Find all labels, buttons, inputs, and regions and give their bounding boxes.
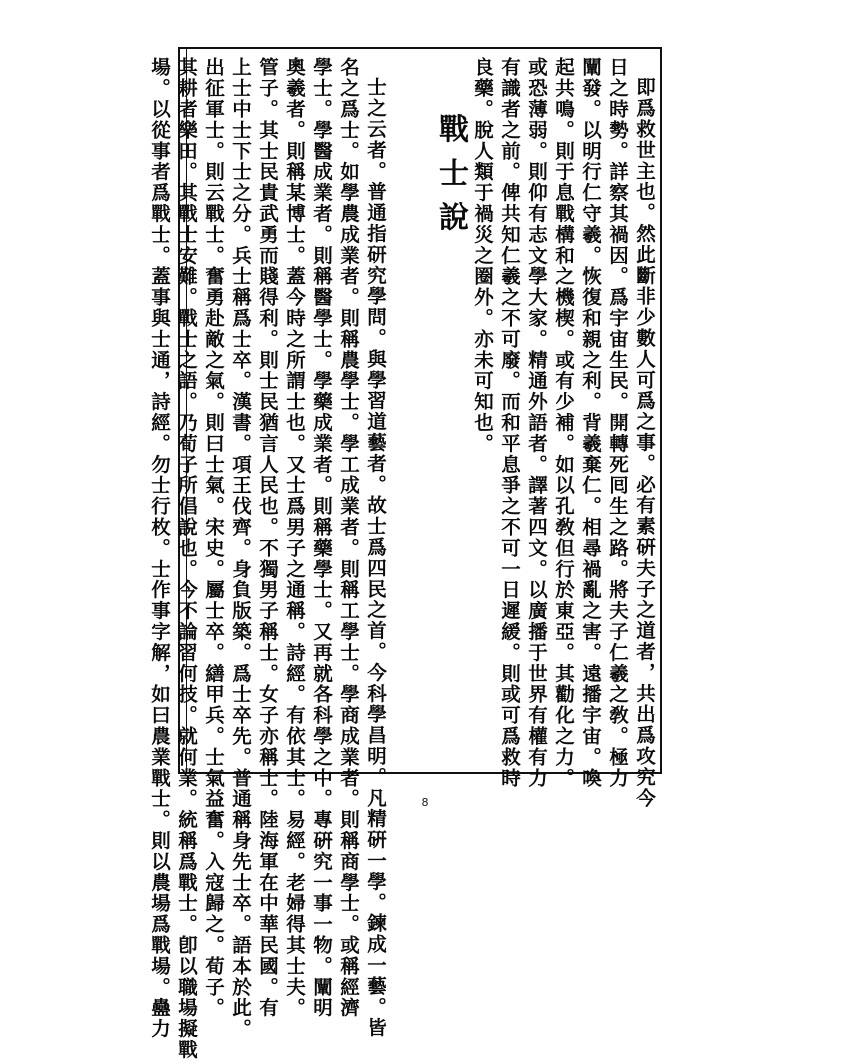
text-column: 上士中士下士之分。兵士稱爲士卒。漢書。項王伐齊。身負版築。爲士卒先。普通稱身先士卒。語本於此。 <box>229 57 252 1040</box>
text-column: 名之爲士。如學農成業者。則稱農學士。學工成業者。則稱工學士。學商成業者。則稱商學士。或稱經濟 <box>337 57 360 1019</box>
text-column: 日之時勢。詳察其禍因。爲宇宙生民。開轉死囘生之路。將夫子仁羲之敎。極力 <box>606 57 629 789</box>
title-gutter <box>385 57 419 757</box>
text-column: 有識者之前。俾共知仁羲之不可廢。而和平息爭之不可一日遲緩。則或可爲救時 <box>498 57 521 789</box>
text-column: 學士。學醫成業者。則稱醫學士。學藥成業者。則稱藥學士。又再就各科學之中。專硏究一事一物。闡明 <box>310 57 333 1019</box>
text-frame-border <box>148 47 662 1060</box>
text-column: 出征軍士。則云戰士。奮勇赴敵之氣。則曰士氣。宋史。屬士卒。繕甲兵。士氣益奮。入寇歸之。荀子。 <box>202 57 225 1019</box>
text-column: 良藥。脫人類于禍災之圈外。亦未可知也。 <box>471 57 494 455</box>
article-title-column: 戰士說 <box>433 113 468 245</box>
text-column: 即爲救世主也。然此斷非少數人可爲之事。必有素硏夫子之道者，共出爲攻究今 <box>633 77 656 809</box>
text-column: 或恐薄弱。則仰有志文學大家。精通外語者。譯著四文。以廣播于世界有權有力 <box>525 57 548 789</box>
text-column: 士之云者。普通指研究學問。與學習道藝者。故士爲四民之首。今科學昌明。凡精硏一學。鍊成一藝。皆 <box>364 77 387 1039</box>
text-column: 闡發。以明行仁守羲。恢復和親之利。背羲棄仁。相尋禍亂之害。遠播宇宙。喚 <box>579 57 602 789</box>
vertical-text-body <box>148 57 656 1060</box>
text-column: 管子。其士民貴武勇而賤得利。則士民猶言人民也。不獨男子稱士。女子亦稱士。陸海軍在中華民國。有 <box>256 57 279 1019</box>
text-column: 奧羲者。則稱某博士。蓋今時之所謂士也。又士爲男子之通稱。詩經。有依其士。易經。老婦得其士夫。 <box>283 57 306 1019</box>
text-column: 其耕者樂田。其戰士安難。戰士之語。乃荀子所倡說也。今不論習何技。就何業。統稱爲戰士。卽以職場擬戰 <box>175 57 198 1060</box>
page-number: 8 <box>421 796 429 809</box>
text-column: 場。以從事者爲戰士。蓋事與士通，詩經。勿士行枚。士作事字解，如曰農業戰士。則以農場爲戰場。蠱力 <box>148 57 171 1040</box>
text-column: 起共鳴。則于息戰構和之機楔。或有少補。如以孔敎但行於東亞。其勸化之力。 <box>552 57 575 789</box>
